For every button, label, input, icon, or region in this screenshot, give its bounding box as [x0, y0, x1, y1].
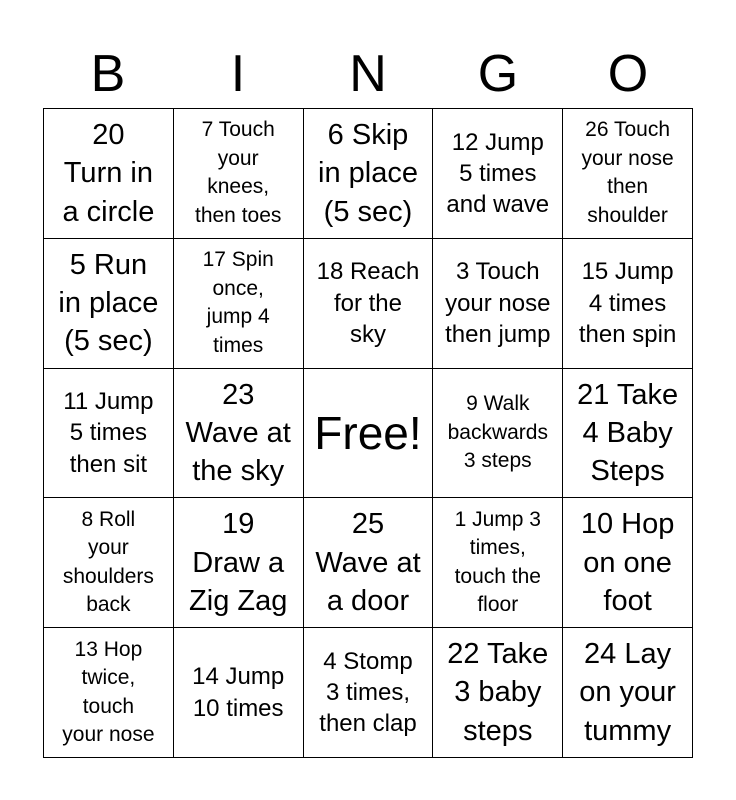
cell-text: 7 Touch your knees, then toes — [194, 118, 282, 227]
header-letter-b: B — [90, 45, 126, 103]
bingo-cell-r1-c1[interactable] — [44, 109, 174, 239]
bingo-cell-r2-c5[interactable] — [563, 239, 693, 369]
cell-text: 21 Take 4 Baby Steps — [577, 378, 679, 488]
cell-text: 3 Touch your nose then jump — [445, 258, 551, 348]
bingo-header — [43, 40, 693, 108]
cell-text: 19 Draw a Zig Zag — [189, 508, 288, 617]
bingo-cell-r5-c1[interactable] — [44, 628, 174, 758]
header-letter-o: O — [607, 45, 649, 103]
bingo-cell-r5-c2[interactable] — [174, 628, 304, 758]
bingo-cell-r3-c1[interactable] — [44, 369, 174, 499]
header-letter-n: N — [349, 45, 387, 103]
bingo-cell-r2-c3[interactable] — [304, 239, 434, 369]
bingo-cell-r2-c1[interactable] — [44, 239, 174, 369]
bingo-cell-r2-c2[interactable] — [174, 239, 304, 369]
cell-text: 9 Walk backwards 3 steps — [447, 392, 548, 473]
bingo-cell-r4-c3[interactable] — [304, 498, 434, 628]
bingo-cell-r1-c5[interactable] — [563, 109, 693, 239]
cell-text: 8 Roll your shoulders back — [62, 507, 154, 617]
header-letter-i: I — [230, 45, 246, 103]
cell-text: 17 Spin once, jump 4 times — [202, 248, 274, 357]
bingo-cell-r5-c5[interactable] — [563, 628, 693, 758]
cell-text: 24 Lay on your tummy — [579, 638, 676, 747]
bingo-board — [43, 108, 693, 758]
bingo-cell-r4-c1[interactable] — [44, 498, 174, 628]
cell-text: 18 Reach for the sky — [316, 258, 420, 348]
header-letter-g: G — [477, 45, 519, 103]
cell-text: 26 Touch your nose then shoulder — [581, 118, 674, 227]
bingo-cell-r5-c3[interactable] — [304, 628, 434, 758]
cell-text: 15 Jump 4 times then spin — [578, 258, 677, 348]
cell-text: 25 Wave at a door — [315, 508, 421, 617]
bingo-cell-r1-c4[interactable] — [433, 109, 563, 239]
cell-text: 14 Jump 10 times — [192, 663, 285, 722]
cell-text: 6 Skip in place (5 sec) — [318, 119, 418, 228]
cell-text: 13 Hop twice, touch your nose — [62, 637, 155, 747]
cell-text: 20 Turn in a circle — [62, 119, 155, 228]
bingo-cell-r1-c2[interactable] — [174, 109, 304, 239]
bingo-cell-r2-c4[interactable] — [433, 239, 563, 369]
bingo-cell-r4-c5[interactable] — [563, 498, 693, 628]
cell-text: 1 Jump 3 times, touch the floor — [454, 507, 541, 617]
cell-text: 22 Take 3 baby steps — [447, 638, 549, 747]
bingo-cell-r4-c4[interactable] — [433, 498, 563, 628]
cell-text: 12 Jump 5 times and wave — [446, 128, 550, 218]
cell-text: 10 Hop on one foot — [580, 508, 675, 617]
cell-text: 11 Jump 5 times then sit — [63, 388, 154, 478]
bingo-cell-free[interactable] — [304, 369, 434, 499]
cell-text: 5 Run in place (5 sec) — [58, 248, 159, 358]
bingo-cell-r3-c4[interactable] — [433, 369, 563, 499]
free-space-text: Free! — [314, 406, 422, 459]
bingo-cell-r3-c2[interactable] — [174, 369, 304, 499]
cell-text: 4 Stomp 3 times, then clap — [319, 647, 417, 738]
bingo-cell-r1-c3[interactable] — [304, 109, 434, 239]
bingo-cell-r5-c4[interactable] — [433, 628, 563, 758]
bingo-cell-r3-c5[interactable] — [563, 369, 693, 499]
bingo-cell-r4-c2[interactable] — [174, 498, 304, 628]
cell-text: 23 Wave at the sky — [185, 378, 291, 488]
